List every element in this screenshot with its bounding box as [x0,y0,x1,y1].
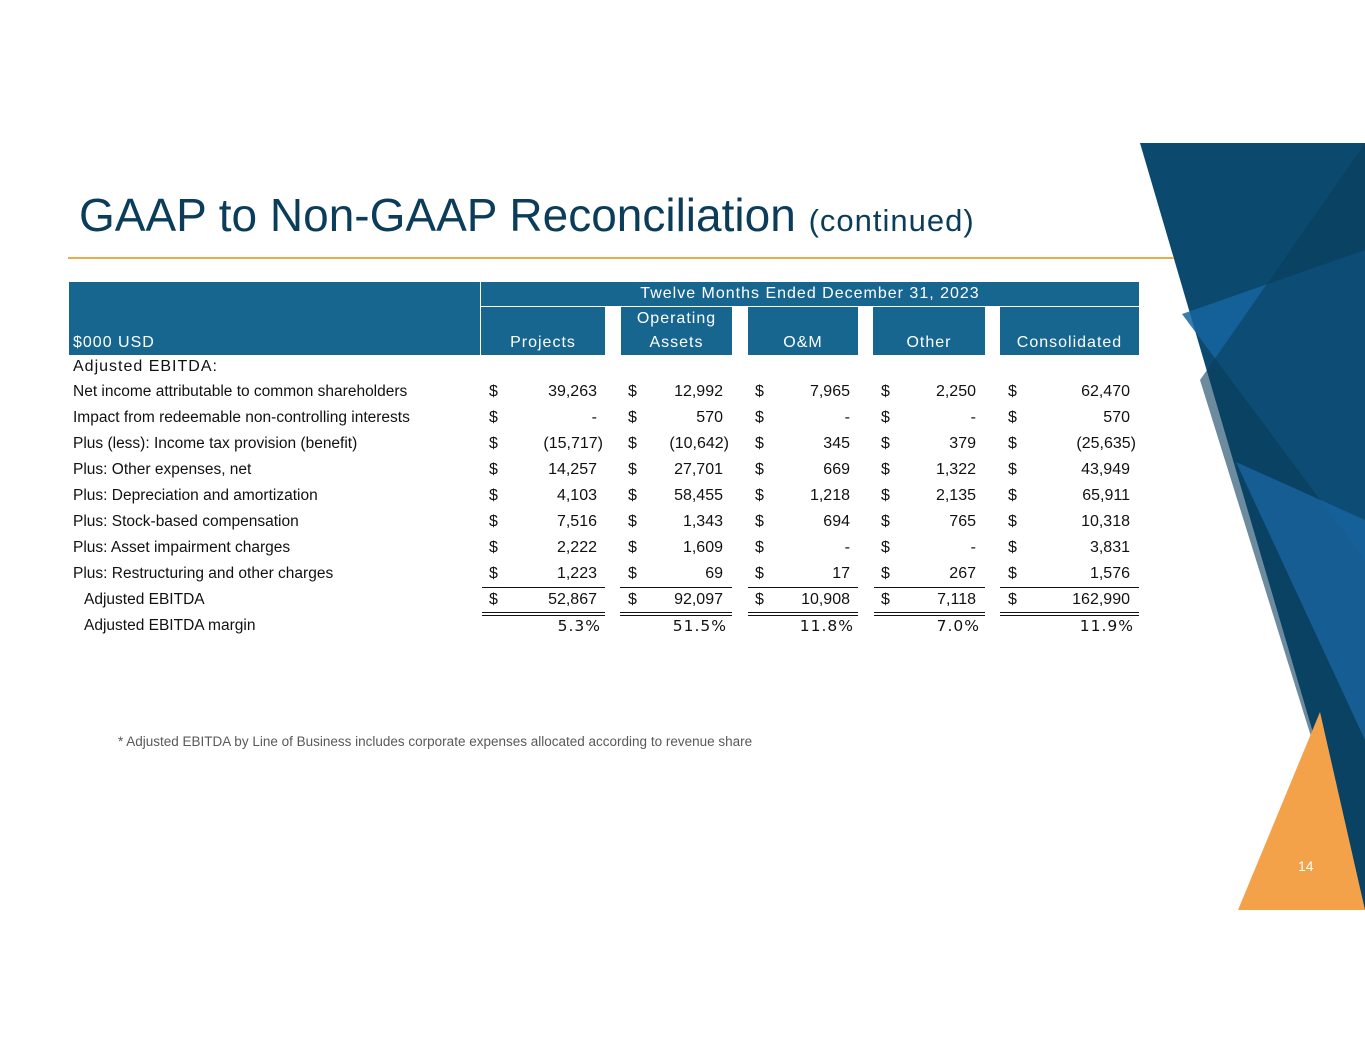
currency-symbol: $ [881,513,890,530]
currency-symbol: $ [1008,591,1017,608]
value-cell: 694 [823,513,850,530]
value-cell: 1,223 [556,565,597,582]
row-label: Adjusted EBITDA [84,591,205,608]
value-cell: 1,576 [1089,565,1130,582]
currency-symbol: $ [755,539,764,556]
value-cell: 1,343 [682,513,723,530]
subtotal-rule [874,587,985,588]
value-cell: 7,118 [937,591,976,608]
value-cell: 7,516 [556,513,597,530]
value-cell: 43,949 [1081,461,1130,478]
currency-symbol: $ [489,461,498,478]
currency-symbol: $ [755,591,764,608]
total-double-rule-top [874,612,985,613]
subtotal-rule [482,587,605,588]
currency-symbol: $ [1008,383,1017,400]
value-cell: 3,831 [1089,539,1130,556]
column-header-line2: Projects [510,334,576,351]
page-number: 14 [1298,858,1314,874]
value-cell: 570 [696,409,723,426]
value-cell: 162,990 [1072,591,1130,608]
page-title-suffix: (continued) [808,203,975,238]
currency-symbol: $ [755,435,764,452]
title-underline [68,257,1174,259]
column-header-line1: Operating [636,310,717,327]
currency-symbol: $ [489,435,498,452]
value-cell: 10,318 [1081,513,1130,530]
value-cell: 669 [823,461,850,478]
column-header-1 [621,307,732,355]
currency-symbol: $ [1008,487,1017,504]
currency-symbol: $ [881,591,890,608]
value-cell: 27,701 [674,461,723,478]
footnote: * Adjusted EBITDA by Line of Business includes corporate expenses allocated according to revenue share [118,734,753,749]
currency-symbol: $ [628,461,637,478]
row-label: Plus: Restructuring and other charges [73,565,334,582]
value-cell: 10,908 [801,591,850,608]
total-double-rule-top [482,612,605,613]
value-cell: 17 [832,565,850,582]
currency-symbol: $ [881,461,890,478]
currency-symbol: $ [628,565,637,582]
currency-symbol: $ [1008,461,1017,478]
value-cell: 345 [823,435,850,452]
value-cell: 69 [705,565,723,582]
value-cell: 1,609 [682,539,723,556]
total-double-rule-bottom [620,615,732,616]
currency-symbol: $ [881,383,890,400]
value-cell: - [591,409,597,426]
row-label: Plus (less): Income tax provision (benefit) [73,435,358,452]
currency-symbol: $ [628,591,637,608]
value-cell: 2,250 [935,383,976,400]
total-double-rule-bottom [1000,615,1139,616]
currency-symbol: $ [489,565,498,582]
row-label: Impact from redeemable non-controlling interests [73,409,410,426]
currency-symbol: $ [628,409,637,426]
value-cell: 5.3% [557,617,601,635]
currency-symbol: $ [489,513,498,530]
value-cell: 1,218 [809,487,850,504]
currency-symbol: $ [1008,565,1017,582]
unit-label: $000 USD [73,334,155,351]
currency-symbol: $ [489,383,498,400]
subtotal-rule [748,587,858,588]
currency-symbol: $ [628,383,637,400]
currency-symbol: $ [1008,513,1017,530]
column-header-0 [481,307,605,355]
row-label: Net income attributable to common shareholders [73,383,408,400]
currency-symbol: $ [755,409,764,426]
currency-symbol: $ [881,409,890,426]
row-label: Plus: Stock-based compensation [73,513,299,530]
value-cell: 51.5% [672,617,727,635]
column-header-line2: Assets [649,334,704,351]
value-cell: 65,911 [1082,487,1130,504]
subtotal-rule [1000,587,1139,588]
value-cell: - [844,539,850,556]
currency-symbol: $ [881,487,890,504]
currency-symbol: $ [628,487,637,504]
total-double-rule-bottom [748,615,858,616]
currency-symbol: $ [755,461,764,478]
unit-header-cell [69,282,480,355]
currency-symbol: $ [489,591,498,608]
column-header-line2: O&M [783,334,823,351]
row-label: Plus: Other expenses, net [73,461,252,478]
value-cell: 379 [949,435,976,452]
page-title-main: GAAP to Non-GAAP Reconciliation [79,189,796,241]
subtotal-rule [620,587,732,588]
value-cell: 7.0% [936,617,980,635]
column-header-line2: Other [906,334,952,351]
value-cell: (25,635) [1076,435,1136,452]
value-cell: 52,867 [548,591,597,608]
currency-symbol: $ [881,435,890,452]
value-cell: 267 [949,565,976,582]
value-cell: 765 [949,513,976,530]
value-cell: - [970,409,976,426]
currency-symbol: $ [628,513,637,530]
currency-symbol: $ [755,565,764,582]
section-label: Adjusted EBITDA: [73,358,218,375]
total-double-rule-top [748,612,858,613]
total-double-rule-bottom [482,615,605,616]
value-cell: - [970,539,976,556]
currency-symbol: $ [1008,409,1017,426]
row-label: Adjusted EBITDA margin [84,617,256,634]
period-header: Twelve Months Ended December 31, 2023 [481,282,1139,306]
total-double-rule-top [620,612,732,613]
value-cell: 4,103 [556,487,597,504]
value-cell: (10,642) [669,435,729,452]
currency-symbol: $ [881,539,890,556]
value-cell: 11.8% [799,617,854,635]
currency-symbol: $ [1008,539,1017,556]
value-cell: 7,965 [809,383,850,400]
value-cell: 92,097 [674,591,723,608]
value-cell: 11.9% [1079,617,1134,635]
column-header-4 [1000,307,1139,355]
column-header-2 [748,307,858,355]
value-cell: 39,263 [548,383,597,400]
value-cell: 1,322 [935,461,976,478]
currency-symbol: $ [489,487,498,504]
column-header-3 [873,307,985,355]
value-cell: 2,135 [935,487,976,504]
currency-symbol: $ [755,383,764,400]
currency-symbol: $ [755,513,764,530]
value-cell: 12,992 [674,383,723,400]
currency-symbol: $ [881,565,890,582]
column-header-line2: Consolidated [1016,334,1123,351]
currency-symbol: $ [628,435,637,452]
currency-symbol: $ [489,539,498,556]
value-cell: 570 [1103,409,1130,426]
value-cell: 58,455 [674,487,723,504]
currency-symbol: $ [489,409,498,426]
currency-symbol: $ [755,487,764,504]
value-cell: 62,470 [1081,383,1130,400]
value-cell: (15,717) [543,435,603,452]
total-double-rule-top [1000,612,1139,613]
currency-symbol: $ [628,539,637,556]
value-cell: 2,222 [556,539,597,556]
value-cell: 14,257 [548,461,597,478]
currency-symbol: $ [1008,435,1017,452]
row-label: Plus: Depreciation and amortization [73,487,318,504]
value-cell: - [844,409,850,426]
total-double-rule-bottom [874,615,985,616]
row-label: Plus: Asset impairment charges [73,539,291,556]
page-title [79,188,975,242]
